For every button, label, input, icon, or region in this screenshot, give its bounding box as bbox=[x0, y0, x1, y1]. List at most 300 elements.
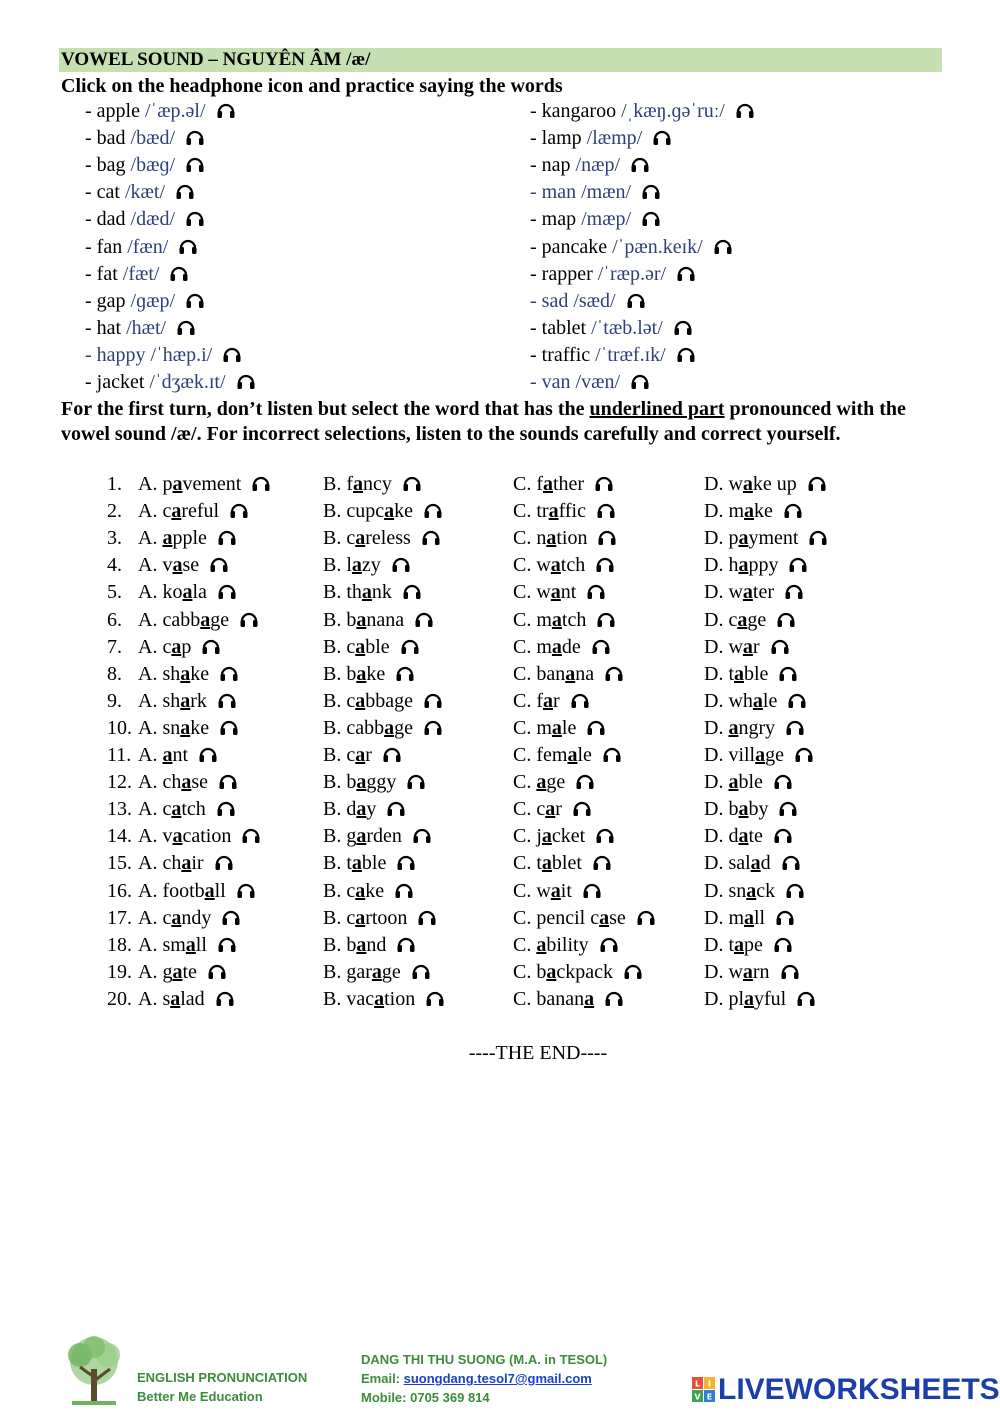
option-text-before: C. f bbox=[513, 689, 543, 712]
headphone-icon[interactable] bbox=[216, 101, 236, 119]
headphone-icon[interactable] bbox=[402, 582, 422, 600]
question-number: 11. bbox=[107, 744, 132, 766]
answer-option[interactable] bbox=[138, 987, 235, 1011]
answer-option[interactable] bbox=[323, 553, 411, 577]
option-text-after: ffic bbox=[558, 500, 586, 523]
headphone-icon[interactable] bbox=[586, 582, 606, 600]
answer-option[interactable] bbox=[323, 879, 414, 903]
headphone-icon[interactable] bbox=[222, 345, 242, 363]
headphone-icon[interactable] bbox=[215, 989, 235, 1007]
headphone-icon[interactable] bbox=[623, 962, 643, 980]
headphone-icon[interactable] bbox=[595, 826, 615, 844]
answer-option[interactable] bbox=[513, 770, 595, 794]
headphone-icon[interactable] bbox=[395, 664, 415, 682]
option-text-before: D. t bbox=[704, 933, 734, 956]
headphone-icon[interactable] bbox=[780, 962, 800, 980]
word-text: - happy bbox=[85, 343, 151, 366]
option-text-before: B. b bbox=[323, 662, 357, 685]
option-text-before: D. sal bbox=[704, 852, 751, 875]
option-text-before: B. c bbox=[323, 879, 356, 902]
option-text-after: te bbox=[748, 825, 763, 848]
option-underlined-letter: a bbox=[746, 879, 757, 902]
word-item bbox=[85, 370, 256, 394]
answer-option[interactable] bbox=[704, 553, 808, 577]
headphone-icon[interactable] bbox=[592, 853, 612, 871]
answer-option[interactable] bbox=[138, 960, 227, 984]
answer-option[interactable] bbox=[323, 662, 415, 686]
option-underlined-letter: a bbox=[384, 500, 395, 523]
headphone-icon[interactable] bbox=[596, 610, 616, 628]
option-text-before: A. sn bbox=[138, 716, 181, 739]
option-text-before: C. w bbox=[513, 554, 551, 577]
question-number: 17. bbox=[107, 906, 132, 929]
svg-text:E: E bbox=[706, 1392, 713, 1402]
answer-option[interactable] bbox=[138, 906, 241, 930]
headphone-icon[interactable] bbox=[787, 691, 807, 709]
headphone-icon[interactable] bbox=[412, 826, 432, 844]
tree-logo bbox=[58, 1333, 130, 1409]
headphone-icon[interactable] bbox=[788, 555, 808, 573]
answer-option[interactable] bbox=[138, 879, 256, 903]
word-text: - tablet bbox=[530, 316, 592, 339]
headphone-icon[interactable] bbox=[785, 881, 805, 899]
option-text-after: r bbox=[553, 689, 560, 712]
answer-option[interactable] bbox=[704, 716, 805, 740]
question-number: 12. bbox=[107, 771, 132, 794]
option-text-after: tion bbox=[384, 987, 416, 1010]
option-text-after: le bbox=[577, 744, 592, 766]
headphone-icon[interactable] bbox=[776, 610, 796, 628]
option-underlined-letter: a bbox=[536, 771, 547, 794]
headphone-icon[interactable] bbox=[421, 528, 441, 546]
option-text-before: C. b bbox=[513, 960, 547, 983]
option-text-before: A. bbox=[138, 527, 163, 550]
answer-option[interactable] bbox=[513, 987, 624, 1011]
option-underlined-letter: a bbox=[742, 635, 753, 658]
option-text-after: ge bbox=[546, 771, 566, 794]
headphone-icon[interactable] bbox=[630, 372, 650, 390]
headphone-icon[interactable] bbox=[217, 528, 237, 546]
word-item bbox=[530, 316, 693, 340]
word-item bbox=[530, 370, 650, 394]
answer-option[interactable] bbox=[704, 662, 798, 686]
word-item bbox=[530, 343, 696, 367]
headphone-icon[interactable] bbox=[394, 881, 414, 899]
headphone-icon[interactable] bbox=[185, 291, 205, 309]
option-text-before: A. p bbox=[138, 473, 173, 495]
headphone-icon[interactable] bbox=[217, 691, 237, 709]
option-text-after: it bbox=[560, 879, 572, 902]
headphone-icon[interactable] bbox=[214, 853, 234, 871]
footer-org-line1: ENGLISH PRONUNCIATION bbox=[137, 1370, 308, 1385]
footer-email-link[interactable]: suongdang.tesol7@gmail.com bbox=[403, 1371, 592, 1386]
answer-option[interactable] bbox=[513, 635, 611, 659]
headphone-icon[interactable] bbox=[784, 582, 804, 600]
question-number: 13. bbox=[107, 798, 132, 821]
headphone-icon[interactable] bbox=[198, 745, 218, 763]
answer-option[interactable] bbox=[138, 689, 237, 713]
word-item bbox=[530, 289, 646, 313]
headphone-icon[interactable] bbox=[219, 718, 239, 736]
liveworksheets-brand[interactable]: LIVEWORKSHEETS bbox=[718, 1373, 1000, 1406]
word-item bbox=[85, 180, 195, 204]
headphone-icon[interactable] bbox=[185, 209, 205, 227]
option-text-after: ge bbox=[765, 744, 785, 766]
answer-option[interactable] bbox=[323, 499, 443, 523]
question-number: 18. bbox=[107, 933, 132, 956]
headphone-icon[interactable] bbox=[586, 718, 606, 736]
headphone-icon[interactable] bbox=[808, 528, 828, 546]
option-text-after: zy bbox=[361, 554, 381, 577]
headphone-icon[interactable] bbox=[201, 637, 221, 655]
answer-option[interactable] bbox=[138, 662, 239, 686]
headphone-icon[interactable] bbox=[796, 989, 816, 1007]
answer-option[interactable] bbox=[323, 933, 416, 957]
option-text-before: C. t bbox=[513, 852, 542, 875]
headphone-icon[interactable] bbox=[218, 772, 238, 790]
headphone-icon[interactable] bbox=[239, 610, 259, 628]
headphone-icon[interactable] bbox=[781, 853, 801, 871]
word-text: - rapper bbox=[530, 262, 598, 285]
option-underlined-letter: a bbox=[752, 689, 763, 712]
answer-option[interactable] bbox=[138, 743, 218, 767]
answer-option[interactable] bbox=[138, 472, 271, 496]
option-text-before: A. cabb bbox=[138, 608, 201, 631]
answer-option[interactable] bbox=[704, 851, 801, 875]
answer-option[interactable] bbox=[513, 553, 615, 577]
headphone-icon[interactable] bbox=[219, 664, 239, 682]
headphone-icon[interactable] bbox=[178, 237, 198, 255]
headphone-icon[interactable] bbox=[185, 155, 205, 173]
option-text-after: ppy bbox=[748, 554, 779, 577]
headphone-icon[interactable] bbox=[626, 291, 646, 309]
headphone-icon[interactable] bbox=[425, 989, 445, 1007]
liveworksheets-cube-icon bbox=[692, 1377, 716, 1403]
headphone-icon[interactable] bbox=[241, 826, 261, 844]
option-underlined-letter: a bbox=[162, 527, 173, 550]
headphone-icon[interactable] bbox=[604, 664, 624, 682]
answer-option[interactable] bbox=[138, 851, 234, 875]
headphone-icon[interactable] bbox=[251, 474, 271, 492]
answer-option[interactable] bbox=[513, 689, 590, 713]
headphone-icon[interactable] bbox=[411, 962, 431, 980]
option-underlined-letter: a bbox=[551, 635, 562, 658]
answer-option[interactable] bbox=[323, 851, 416, 875]
answer-option[interactable] bbox=[138, 716, 239, 740]
option-text-after: reful bbox=[181, 500, 220, 523]
answer-option[interactable] bbox=[513, 960, 643, 984]
answer-option[interactable] bbox=[323, 987, 445, 1011]
word-item bbox=[530, 207, 661, 231]
answer-option[interactable] bbox=[323, 743, 402, 767]
answer-option[interactable] bbox=[513, 716, 606, 740]
headphone-icon[interactable] bbox=[417, 908, 437, 926]
answer-option[interactable] bbox=[138, 824, 261, 848]
answer-option[interactable] bbox=[513, 526, 617, 550]
answer-option[interactable] bbox=[513, 662, 624, 686]
headphone-icon[interactable] bbox=[773, 772, 793, 790]
answer-option[interactable] bbox=[704, 933, 793, 957]
headphone-icon[interactable] bbox=[597, 528, 617, 546]
headphone-icon[interactable] bbox=[652, 128, 672, 146]
answer-option[interactable] bbox=[704, 472, 827, 496]
headphone-icon[interactable] bbox=[572, 799, 592, 817]
headphone-icon[interactable] bbox=[217, 582, 237, 600]
option-text-after: ke bbox=[366, 662, 386, 685]
headphone-icon[interactable] bbox=[591, 637, 611, 655]
question-number: 2. bbox=[107, 500, 122, 523]
headphone-icon[interactable] bbox=[209, 555, 229, 573]
answer-option[interactable] bbox=[704, 580, 804, 604]
answer-option[interactable] bbox=[138, 499, 249, 523]
answer-option[interactable] bbox=[704, 743, 814, 767]
answer-option[interactable] bbox=[513, 906, 656, 930]
headphone-icon[interactable] bbox=[807, 474, 827, 492]
question-number: 6. bbox=[107, 608, 122, 631]
option-text-before: A. s bbox=[138, 987, 171, 1010]
headphone-icon[interactable] bbox=[423, 501, 443, 519]
word-ipa: /dæd/ bbox=[130, 208, 175, 231]
headphone-icon[interactable] bbox=[602, 745, 622, 763]
option-text-before: D. c bbox=[704, 608, 738, 631]
headphone-icon[interactable] bbox=[396, 853, 416, 871]
answer-option[interactable] bbox=[323, 689, 443, 713]
option-text-before: D. p bbox=[704, 527, 739, 550]
headphone-icon[interactable] bbox=[414, 610, 434, 628]
answer-option[interactable] bbox=[704, 960, 800, 984]
option-text-before: B. gar bbox=[323, 960, 372, 983]
option-underlined-letter: a bbox=[738, 798, 749, 821]
answer-option[interactable] bbox=[323, 770, 426, 794]
headphone-icon[interactable] bbox=[423, 718, 443, 736]
word-ipa: /hæt/ bbox=[126, 316, 167, 339]
answer-option[interactable] bbox=[704, 635, 790, 659]
option-text-after: ngry bbox=[738, 716, 776, 739]
option-text-before: C. w bbox=[513, 879, 551, 902]
option-text-before: D. d bbox=[704, 825, 739, 848]
option-text-after: ke bbox=[365, 879, 385, 902]
word-ipa: /ˈtræf.ɪk/ bbox=[595, 343, 666, 366]
answer-option[interactable] bbox=[704, 608, 796, 632]
answer-option[interactable] bbox=[323, 472, 422, 496]
headphone-icon[interactable] bbox=[386, 799, 406, 817]
answer-option[interactable] bbox=[323, 906, 437, 930]
word-ipa: /bæd/ bbox=[130, 127, 175, 150]
headphone-icon[interactable] bbox=[236, 372, 256, 390]
option-text-before: D. t bbox=[704, 662, 734, 685]
option-text-before: C. f bbox=[513, 473, 543, 495]
option-underlined-letter: a bbox=[351, 554, 362, 577]
headphone-icon[interactable] bbox=[783, 501, 803, 519]
option-text-after: ncy bbox=[363, 473, 392, 495]
answer-option[interactable] bbox=[138, 933, 237, 957]
answer-option[interactable] bbox=[704, 824, 793, 848]
answer-option[interactable] bbox=[704, 526, 828, 550]
answer-option[interactable] bbox=[513, 933, 619, 957]
word-text: - man bbox=[530, 181, 582, 204]
headphone-icon[interactable] bbox=[207, 962, 227, 980]
word-text: - bag bbox=[85, 154, 131, 177]
headphone-icon[interactable] bbox=[794, 745, 814, 763]
answer-option[interactable] bbox=[323, 824, 432, 848]
option-text-before: C. tr bbox=[513, 500, 549, 523]
headphone-icon[interactable] bbox=[641, 209, 661, 227]
question-number: 20. bbox=[107, 987, 132, 1010]
option-text-before: A. c bbox=[138, 798, 172, 821]
headphone-icon[interactable] bbox=[778, 799, 798, 817]
option-underlined-letter: a bbox=[546, 960, 557, 983]
footer-email-row bbox=[361, 1369, 607, 1388]
option-underlined-letter: a bbox=[550, 581, 561, 604]
word-text: - bad bbox=[85, 127, 131, 150]
option-underlined-letter: a bbox=[162, 744, 173, 766]
option-text-before: D. b bbox=[704, 798, 739, 821]
headphone-icon[interactable] bbox=[382, 745, 402, 763]
answer-option[interactable] bbox=[138, 526, 237, 550]
answer-option[interactable] bbox=[138, 553, 229, 577]
answer-option[interactable] bbox=[513, 824, 615, 848]
option-text-after: tion bbox=[556, 527, 588, 550]
headphone-icon[interactable] bbox=[673, 318, 693, 336]
headphone-icon[interactable] bbox=[604, 989, 624, 1007]
headphone-icon[interactable] bbox=[596, 501, 616, 519]
answer-option[interactable] bbox=[323, 608, 434, 632]
answer-option[interactable] bbox=[704, 906, 795, 930]
headphone-icon[interactable] bbox=[217, 935, 237, 953]
headphone-icon[interactable] bbox=[599, 935, 619, 953]
headphone-icon[interactable] bbox=[594, 474, 614, 492]
answer-option[interactable] bbox=[704, 987, 816, 1011]
answer-option[interactable] bbox=[513, 797, 592, 821]
headphone-icon[interactable] bbox=[641, 182, 661, 200]
option-underlined-letter: a bbox=[351, 852, 362, 875]
option-text-after: nt bbox=[172, 744, 189, 766]
option-text-before: B. c bbox=[323, 527, 356, 550]
headphone-icon[interactable] bbox=[785, 718, 805, 736]
option-text-before: A. c bbox=[138, 635, 172, 658]
headphone-icon[interactable] bbox=[402, 474, 422, 492]
answer-option[interactable] bbox=[704, 689, 807, 713]
option-text-after: se bbox=[191, 771, 208, 794]
option-underlined-letter: a bbox=[744, 987, 754, 1010]
option-underlined-letter: a bbox=[356, 933, 367, 956]
headphone-icon[interactable] bbox=[770, 637, 790, 655]
answer-option[interactable] bbox=[513, 580, 606, 604]
headphone-icon[interactable] bbox=[636, 908, 656, 926]
headphone-icon[interactable] bbox=[735, 101, 755, 119]
headphone-icon[interactable] bbox=[676, 345, 696, 363]
answer-option[interactable] bbox=[138, 635, 221, 659]
word-ipa: /sæd/ bbox=[573, 289, 616, 312]
answer-option[interactable] bbox=[323, 960, 431, 984]
answer-option[interactable] bbox=[513, 743, 622, 767]
option-text-after: la bbox=[192, 581, 207, 604]
headphone-icon[interactable] bbox=[773, 826, 793, 844]
answer-option[interactable] bbox=[138, 770, 238, 794]
option-text-after: ge bbox=[394, 716, 413, 739]
headphone-icon[interactable] bbox=[406, 772, 426, 790]
headphone-icon[interactable] bbox=[773, 935, 793, 953]
word-ipa: /ˈpæn.keɪk/ bbox=[612, 235, 703, 258]
headphone-icon[interactable] bbox=[400, 637, 420, 655]
headphone-icon[interactable] bbox=[778, 664, 798, 682]
answer-option[interactable] bbox=[323, 797, 406, 821]
headphone-icon[interactable] bbox=[575, 772, 595, 790]
answer-option[interactable] bbox=[138, 797, 236, 821]
answer-option[interactable] bbox=[513, 608, 616, 632]
headphone-icon[interactable] bbox=[570, 691, 590, 709]
question-number: 4. bbox=[107, 554, 122, 577]
word-ipa: /væn/ bbox=[575, 371, 620, 393]
headphone-icon[interactable] bbox=[396, 935, 416, 953]
option-underlined-letter: a bbox=[565, 662, 576, 685]
option-text-after: lad bbox=[180, 987, 205, 1010]
svg-text:V: V bbox=[694, 1392, 701, 1402]
headphone-icon[interactable] bbox=[221, 908, 241, 926]
headphone-icon[interactable] bbox=[595, 555, 615, 573]
headphone-icon[interactable] bbox=[582, 881, 602, 899]
option-text-before: B. c bbox=[323, 744, 356, 766]
option-text-before: D. w bbox=[704, 960, 743, 983]
answer-option[interactable] bbox=[138, 608, 259, 632]
answer-option[interactable] bbox=[323, 635, 420, 659]
headphone-icon[interactable] bbox=[176, 318, 196, 336]
headphone-icon[interactable] bbox=[216, 799, 236, 817]
answer-option[interactable] bbox=[513, 499, 616, 523]
option-text-after: ter bbox=[752, 581, 774, 604]
headphone-icon[interactable] bbox=[175, 182, 195, 200]
answer-option[interactable] bbox=[704, 879, 805, 903]
option-text-after: tch bbox=[560, 554, 586, 577]
word-ipa: /ˈæp.əl/ bbox=[144, 100, 206, 122]
headphone-icon[interactable] bbox=[676, 264, 696, 282]
headphone-icon[interactable] bbox=[775, 908, 795, 926]
answer-option[interactable] bbox=[704, 797, 798, 821]
option-text-after: ke bbox=[190, 662, 210, 685]
headphone-icon[interactable] bbox=[185, 128, 205, 146]
headphone-icon[interactable] bbox=[236, 881, 256, 899]
option-underlined-letter: a bbox=[355, 879, 366, 902]
answer-option[interactable] bbox=[513, 472, 614, 496]
option-text-before: D. pl bbox=[704, 987, 744, 1010]
option-text-before: D. wh bbox=[704, 689, 753, 712]
answer-option[interactable] bbox=[704, 499, 803, 523]
answer-option[interactable] bbox=[704, 770, 793, 794]
option-text-after: yful bbox=[754, 987, 787, 1010]
headphone-icon[interactable] bbox=[423, 691, 443, 709]
word-item bbox=[85, 153, 205, 177]
word-item bbox=[530, 262, 696, 286]
answer-option[interactable] bbox=[323, 580, 422, 604]
option-underlined-letter: a bbox=[755, 744, 766, 766]
headphone-icon[interactable] bbox=[630, 155, 650, 173]
headphone-icon[interactable] bbox=[169, 264, 189, 282]
answer-option[interactable] bbox=[138, 580, 237, 604]
headphone-icon[interactable] bbox=[229, 501, 249, 519]
answer-option[interactable] bbox=[323, 716, 443, 740]
option-text-after: ndy bbox=[181, 906, 212, 929]
option-underlined-letter: a bbox=[172, 473, 183, 495]
option-text-after: pe bbox=[744, 933, 763, 956]
option-text-before: C. m bbox=[513, 635, 552, 658]
answer-option[interactable] bbox=[513, 851, 612, 875]
answer-option[interactable] bbox=[513, 879, 602, 903]
option-underlined-letter: a bbox=[734, 933, 744, 956]
headphone-icon[interactable] bbox=[391, 555, 411, 573]
answer-option[interactable] bbox=[323, 526, 441, 550]
word-item bbox=[530, 153, 650, 177]
headphone-icon[interactable] bbox=[713, 237, 733, 255]
